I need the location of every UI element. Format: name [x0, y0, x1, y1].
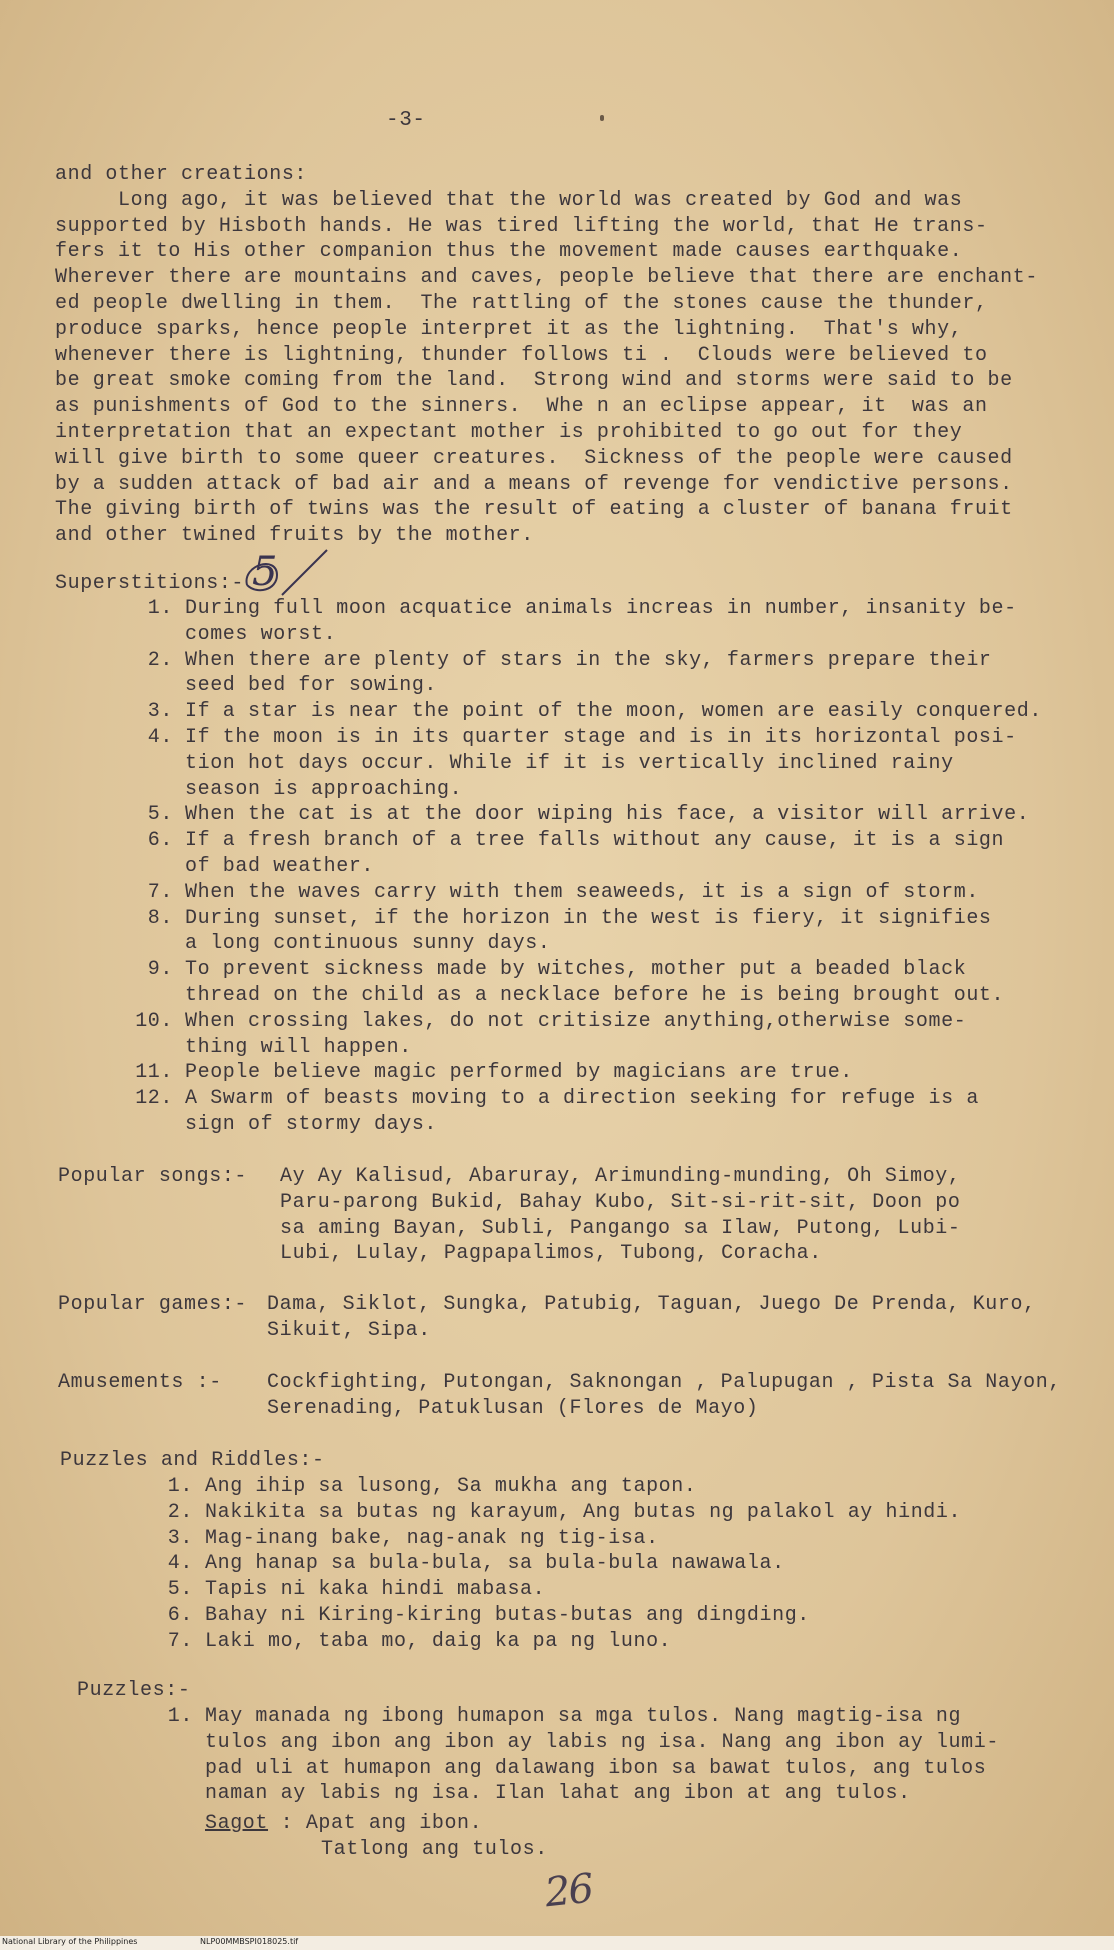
riddle-item-text: Bahay ni Kiring-kiring butas-butas ang dingding.: [205, 1603, 810, 1627]
superstition-item: [133, 880, 1042, 906]
riddle-item: [153, 1551, 961, 1577]
riddle-item-text: Laki mo, taba mo, daig ka pa ng luno.: [205, 1629, 672, 1653]
riddle-item-text: Mag-inang bake, nag-anak ng tig-isa.: [205, 1526, 659, 1550]
superstitions-heading: Superstitions:-: [55, 572, 245, 595]
superstition-item: [133, 596, 1042, 648]
superstition-item-text: When there are plenty of stars in the sky, farmers prepare their seed bed for sowing.: [185, 648, 992, 698]
superstition-item-number: 2.: [147, 648, 173, 672]
superstition-item-number: 8.: [147, 906, 173, 930]
intro-line: as punishments of God to the sinners. Whe n an eclipse appear, it was an: [55, 395, 988, 419]
riddles-list: [153, 1474, 961, 1655]
superstition-item: [133, 1009, 1042, 1061]
superstition-item-number: 9.: [147, 958, 173, 982]
footer-bar: [0, 1936, 1114, 1950]
riddles-heading: Puzzles and Riddles:-: [60, 1449, 325, 1472]
intro-line: interpretation that an expectant mother is prohibited to go out for they: [55, 420, 963, 444]
superstition-item-text: People believe magic performed by magicians are true.: [185, 1061, 853, 1085]
intro-line: The giving birth of twins was the result of eating a cluster of banana fruit: [55, 498, 1013, 522]
riddle-item: [153, 1500, 961, 1526]
superstition-item: [133, 828, 1042, 880]
superstition-item-number: 1.: [147, 597, 173, 620]
superstition-item-text: When the cat is at the door wiping his face, a visitor will arrive.: [185, 803, 1030, 827]
ink-dot: [600, 115, 604, 121]
superstition-item-number: 5.: [147, 803, 173, 827]
superstition-item-text: When the waves carry with them seaweeds, it is a sign of storm.: [185, 880, 979, 904]
puzzles-list: [153, 1704, 999, 1807]
riddle-item-number: 4.: [167, 1552, 193, 1576]
intro-line: supported by Hisboth hands. He was tired lifting the world, that He trans-: [55, 214, 988, 238]
intro-paragraph: [55, 162, 1038, 549]
superstition-item: [133, 802, 1042, 828]
riddle-item-text: Nakikita sa butas ng karayum, Ang butas ng palakol ay hindi.: [205, 1500, 962, 1524]
riddle-item-text: Tapis ni kaka hindi mabasa.: [205, 1578, 546, 1602]
footer-library-name: National Library of the Philippines: [2, 1937, 138, 1946]
amusements-label: Amusements :-: [58, 1371, 222, 1394]
superstition-item-text: To prevent sickness made by witches, mother put a beaded black thread on the child as a necklace before he is being brought out.: [185, 958, 1005, 1007]
puzzle-item-number: 1.: [167, 1705, 193, 1728]
answer-line-1: Apat ang ibon.: [305, 1812, 483, 1835]
games-label: Popular games:-: [58, 1293, 248, 1316]
superstition-item-text: During sunset, if the horizon in the west is fiery, it signifies a long continuous sunny days.: [185, 906, 992, 956]
games-text: Dama, Siklot, Sungka, Patubig, Taguan, Juego De Prenda, Kuro, Sikuit, Sipa.: [267, 1293, 1036, 1342]
superstition-item-text: If a fresh branch of a tree falls without any cause, it is a sign of bad weather.: [185, 829, 1005, 878]
intro-line: by a sudden attack of bad air and a means of revenge for vendictive persons.: [55, 472, 1013, 496]
riddle-item-text: Ang ihip sa lusong, Sa mukha ang tapon.: [205, 1475, 697, 1498]
superstition-item-text: A Swarm of beasts moving to a direction seeking for refuge is a sign of stormy days.: [185, 1087, 979, 1136]
riddle-item: [153, 1577, 961, 1603]
songs-text: Ay Ay Kalisud, Abaruray, Arimunding-munding, Oh Simoy, Paru-parong Bukid, Bahay Kubo, Sit-si-rit-sit, Doon po sa aming Bayan, Subli, Pangango sa Ilaw, Putong, Lubi- Lubi, Lulay, Pagpapalimos, Tubong, Coracha.: [280, 1165, 961, 1266]
page-number: -3-: [386, 109, 426, 132]
footer-file-name: NLP00MMBSPI018025.tif: [200, 1937, 299, 1946]
riddle-item-number: 1.: [167, 1475, 193, 1498]
answer-separator: :: [268, 1812, 306, 1835]
superstition-item-number: 4.: [147, 725, 173, 749]
puzzles-heading: Puzzles:-: [77, 1679, 191, 1702]
answer-line-2: Tatlong ang tulos.: [321, 1838, 548, 1861]
riddle-item: [153, 1629, 961, 1655]
superstition-item: [133, 725, 1042, 802]
intro-line: Wherever there are mountains and caves, people believe that there are enchant-: [55, 266, 1038, 290]
intro-line: be great smoke coming from the land. Strong wind and storms were said to be: [55, 369, 1013, 393]
riddle-item-number: 6.: [167, 1603, 193, 1627]
songs-label: Popular songs:-: [58, 1165, 248, 1188]
superstition-item-number: 12.: [135, 1087, 173, 1111]
intro-line: will give birth to some queer creatures. Sickness of the people were caused: [55, 446, 1013, 470]
superstition-item: [133, 1086, 1042, 1138]
svg-text:5: 5: [252, 549, 278, 595]
superstition-item-text: When crossing lakes, do not critisize anything,otherwise some- thing will happen.: [185, 1009, 967, 1059]
intro-line: ed people dwelling in them. The rattling of the stones cause the thunder,: [55, 291, 988, 315]
superstition-item: [133, 906, 1042, 958]
handwritten-folio-number: 26: [542, 1865, 595, 1917]
riddle-item-number: 3.: [167, 1526, 193, 1550]
superstition-item: [133, 699, 1042, 725]
answer-label: Sagot: [205, 1812, 269, 1835]
intro-line: fers it to His other companion thus the movement made causes earthquake.: [55, 240, 963, 264]
superstition-item-number: 3.: [147, 700, 173, 724]
superstition-item: [133, 648, 1042, 700]
intro-line: Long ago, it was believed that the world was created by God and was: [55, 188, 963, 212]
riddle-item: [153, 1526, 961, 1552]
superstitions-list: [133, 596, 1042, 1138]
amusements-text: Cockfighting, Putongan, Saknongan , Palupugan , Pista Sa Nayon, Serenading, Patuklusan (Flores de Mayo): [267, 1371, 1061, 1420]
puzzle-item-text: May manada ng ibong humapon sa mga tulos. Nang magtig-isa ng tulos ang ibon ang ibon ay labis ng isa. Nang ang ibon ay lumi- pad uli at humapon ang dalawang ibon sa bawat tulos, ang tulos naman ay labis ng isa. Ilan lahat ang ibon at ang tulos.: [205, 1705, 999, 1806]
superstition-item: [133, 1060, 1042, 1086]
riddle-item-number: 7.: [167, 1629, 193, 1653]
puzzle-item: [153, 1704, 999, 1807]
superstition-item-text: If a star is near the point of the moon, women are easily conquered.: [185, 700, 1042, 724]
riddle-item-number: 2.: [167, 1500, 193, 1524]
superstition-item-text: During full moon acquatice animals increas in number, insanity be- comes worst.: [185, 597, 1017, 646]
superstition-item-number: 7.: [147, 880, 173, 904]
superstition-item-number: 6.: [147, 829, 173, 853]
superstition-item: [133, 957, 1042, 1009]
intro-line: and other twined fruits by the mother.: [55, 524, 534, 548]
superstition-item-text: If the moon is in its quarter stage and is in its horizontal posi- tion hot days occur. While if it is vertically inclined rainy season is approaching.: [185, 725, 1017, 801]
riddle-item-number: 5.: [167, 1578, 193, 1602]
intro-line: whenever there is lightning, thunder follows ti . Clouds were believed to: [55, 343, 988, 367]
superstition-item-number: 10.: [135, 1009, 173, 1033]
riddle-item-text: Ang hanap sa bula-bula, sa bula-bula nawawala.: [205, 1552, 785, 1576]
intro-line: and other creations:: [55, 163, 308, 186]
superstition-item-number: 11.: [135, 1061, 173, 1085]
intro-line: produce sparks, hence people interpret it as the lightning. That's why,: [55, 317, 963, 341]
answer-block: [205, 1811, 482, 1837]
riddle-item: [153, 1603, 961, 1629]
riddle-item: [153, 1474, 961, 1500]
